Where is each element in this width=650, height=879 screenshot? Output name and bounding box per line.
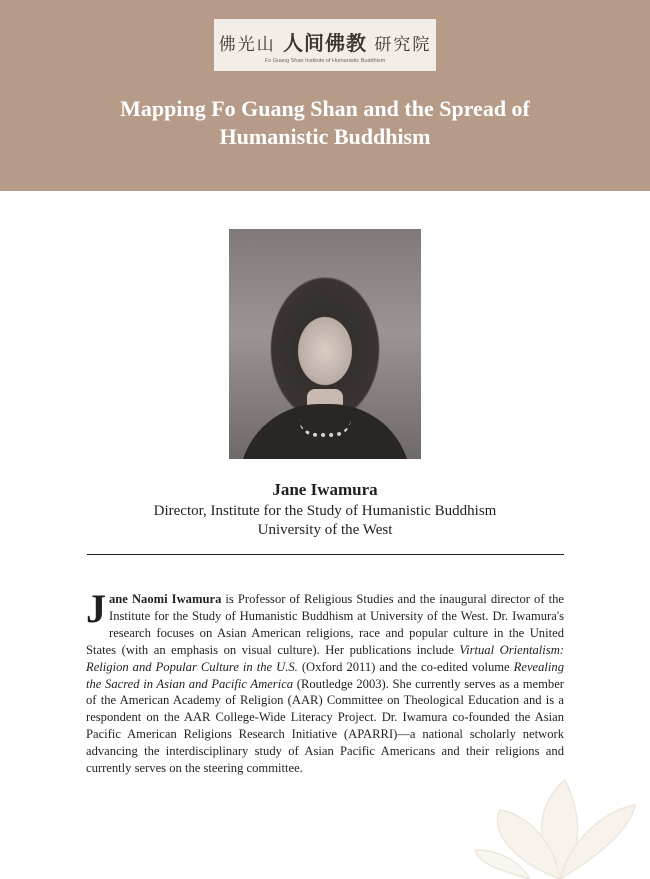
person-title bbox=[0, 502, 650, 540]
person-title-line1: Director, Institute for the Study of Humanistic Buddhism bbox=[153, 503, 497, 519]
bio-text-3: (Routledge 2003). She currently serves as a member of the American Academy of Religion (AAR) Committee on Theological Education and is a respondent on the AAR College-Wide Literacy Project. Dr. Iwamura co-founded the Asian Pacific American Religions Research Initiative (APARRI)—a national scholarly network advancing the interdisciplinary study of Asian Pacific Americans and their religions and currently serves on the steering committee. bbox=[86, 676, 565, 776]
logo-cn-mid: 人间佛教 bbox=[283, 31, 367, 55]
bio-book-1: Virtual Orientalism: Religion and Popular Culture in the U.S. bbox=[86, 642, 564, 674]
header-band bbox=[0, 0, 650, 191]
bio-name: ane Naomi Iwamura bbox=[109, 592, 222, 606]
bio-text-2: (Oxford 2011) and the co-edited volume bbox=[297, 659, 514, 674]
lotus-flower-icon bbox=[470, 770, 650, 879]
logo-cn-left: 佛光山 bbox=[218, 35, 276, 55]
drop-cap: J bbox=[86, 586, 106, 631]
institute-logo bbox=[214, 19, 436, 71]
logo-cn-right: 研究院 bbox=[374, 35, 432, 55]
divider bbox=[87, 554, 564, 555]
bio-text-1: is Professor of Religious Studies and the inaugural director of the Institute for the Study of Humanistic Buddhism at University of the West. Dr. Iwamura's research focuses on Asian American religions, race and popular culture in the United States (with an emphasis on visual culture). Her publications include bbox=[86, 592, 564, 657]
page-title-line1: Mapping Fo Guang Shan and the Spread of bbox=[120, 96, 530, 121]
page-title-line2: Humanistic Buddhism bbox=[219, 124, 431, 149]
bio-book-2: Revealing the Sacred in Asian and Pacific America bbox=[86, 659, 565, 691]
logo-english-text: Fo Guang Shan Institute of Humanistic Buddhism bbox=[264, 58, 386, 64]
person-title-line2: University of the West bbox=[257, 522, 393, 538]
biography bbox=[86, 586, 565, 777]
portrait-photo bbox=[229, 229, 421, 459]
person-name: Jane Iwamura bbox=[272, 480, 378, 499]
logo-chinese-text bbox=[214, 27, 436, 56]
page-title bbox=[0, 95, 650, 151]
